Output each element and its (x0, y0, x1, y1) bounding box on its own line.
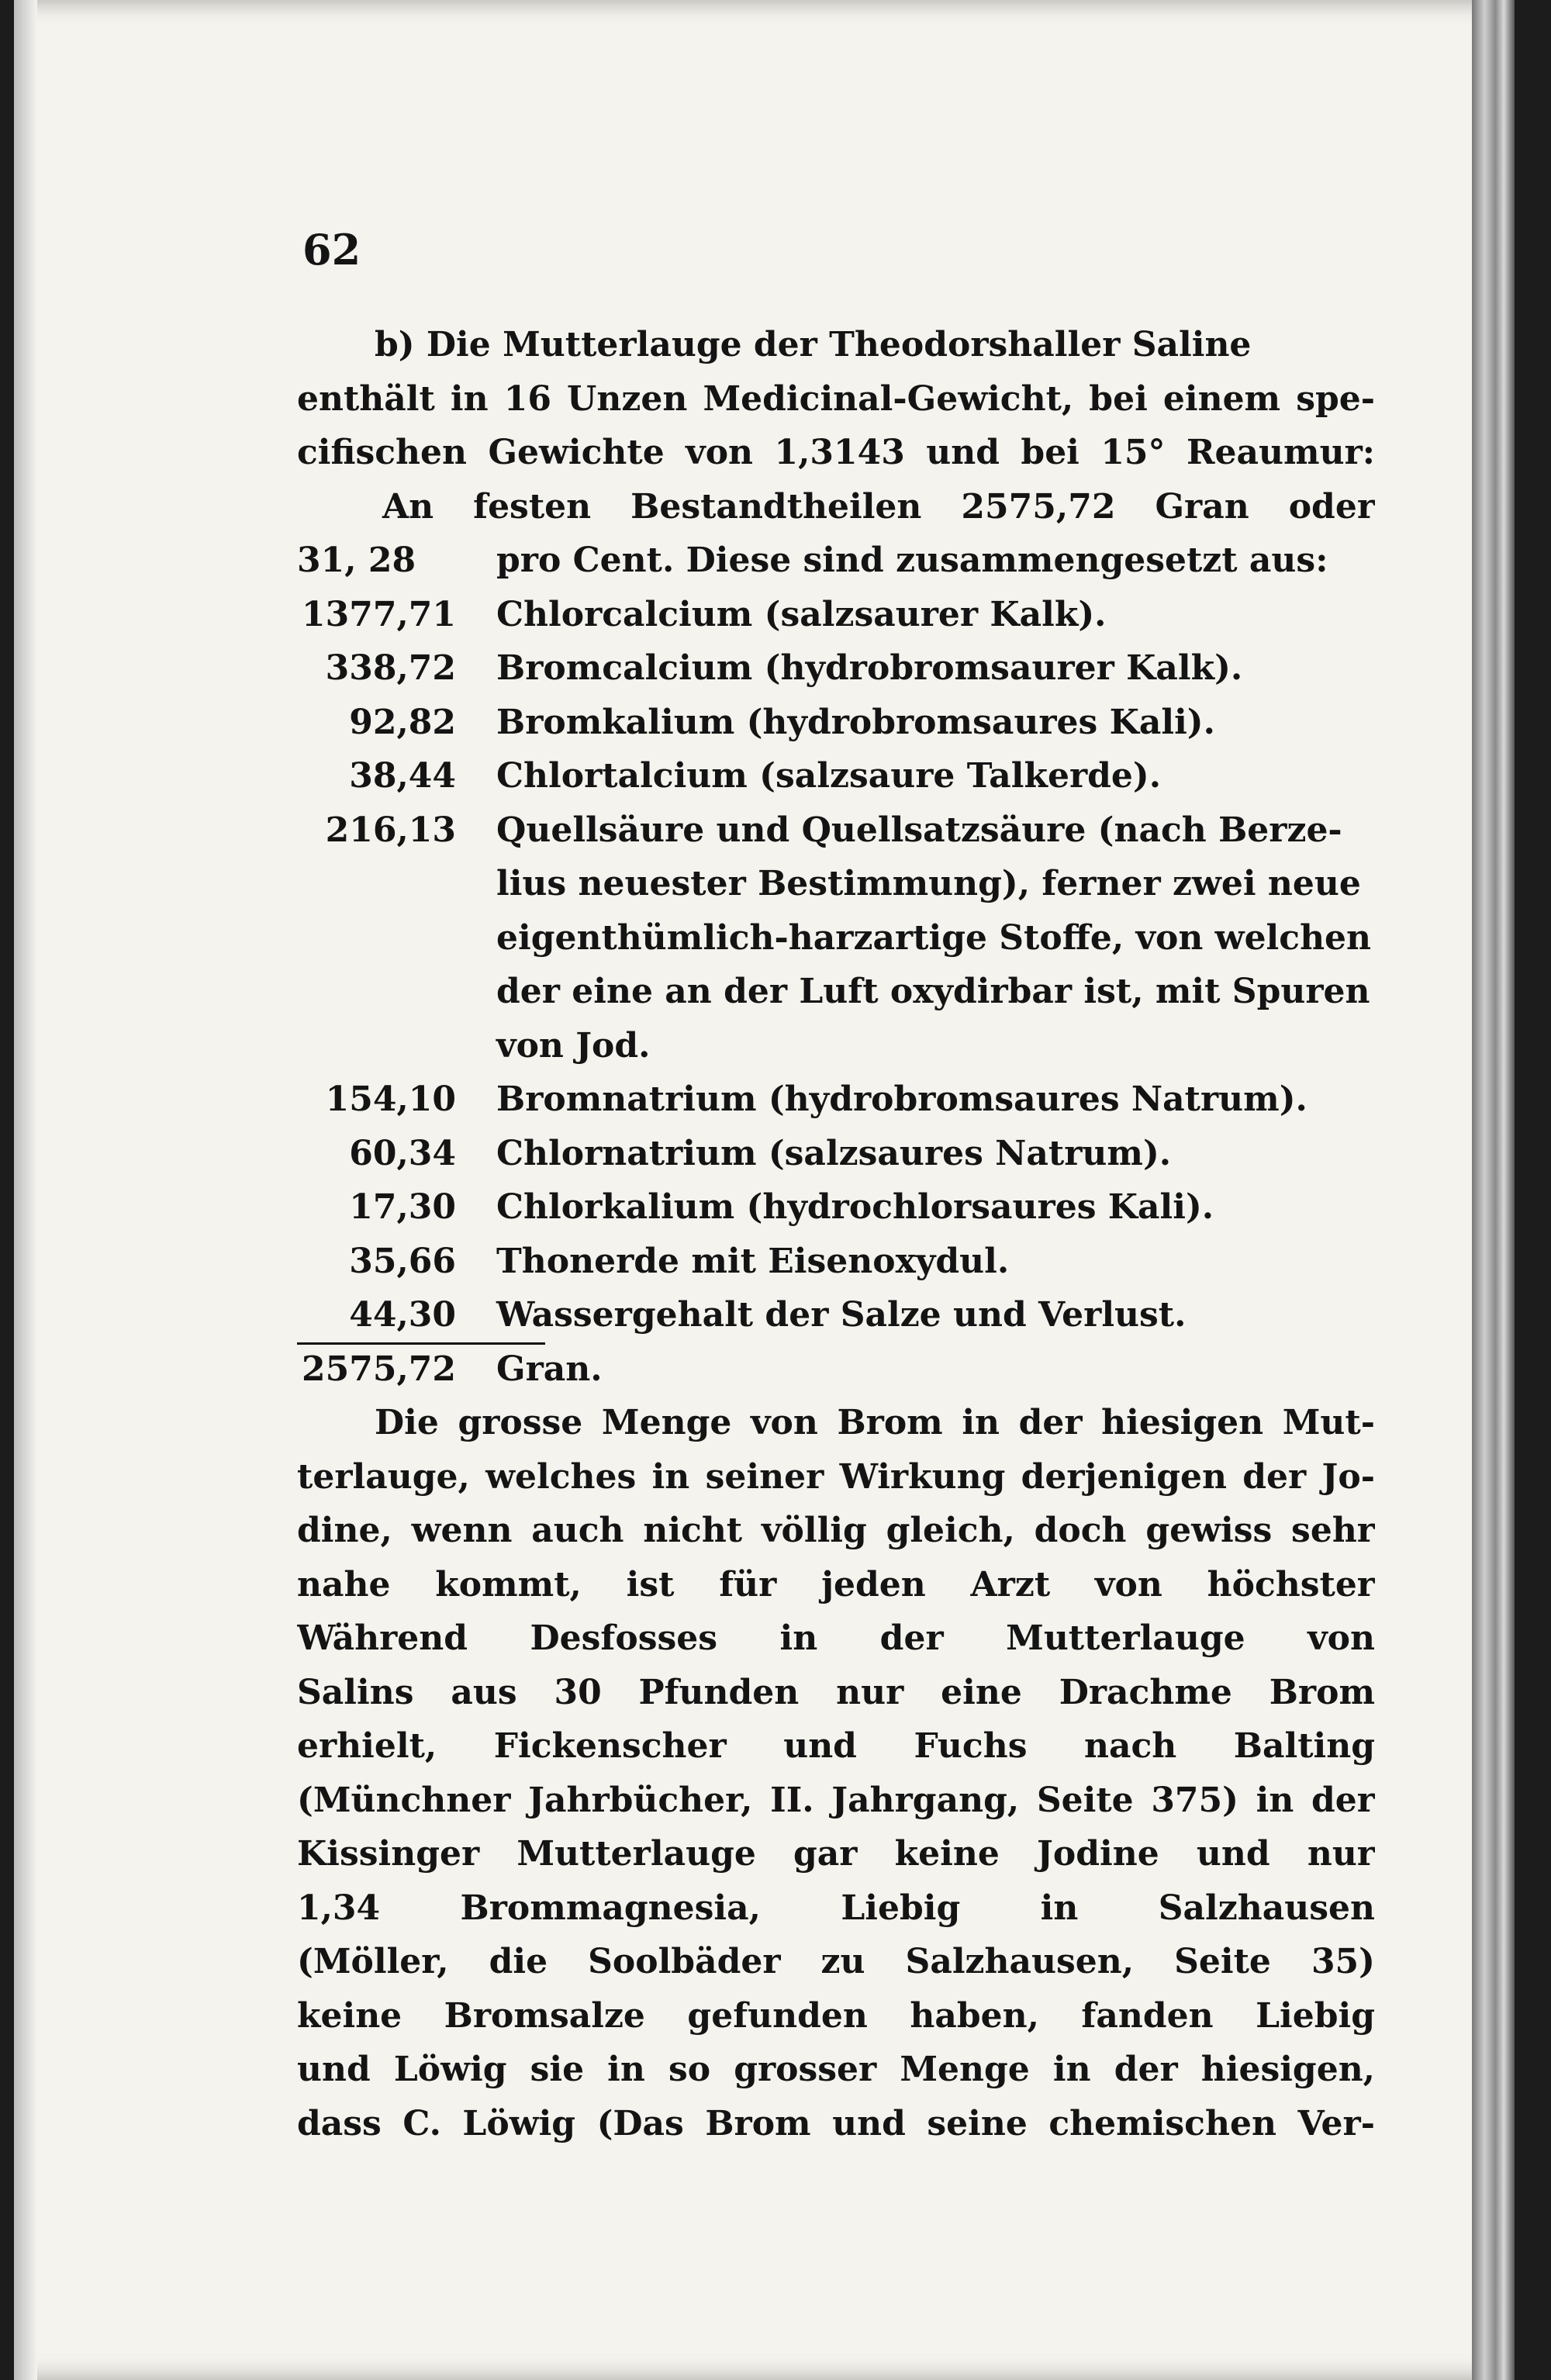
paragraph-line: dass C. Löwig (Das Brom und seine chemischen Ver- (297, 2103, 1375, 2143)
component-name: Chlorcalcium (salzsaurer Kalk). (496, 594, 1107, 634)
component-amount: 60,34 (349, 1133, 456, 1173)
percent-row (297, 534, 1375, 588)
component-name: Thonerde mit Eisenoxydul. (496, 1241, 1010, 1281)
component-row (297, 588, 1375, 642)
component-name: Quellsäure und Quellsatzsäure (nach Berze- (496, 810, 1342, 850)
component-row (297, 1180, 1375, 1235)
component-continuation: der eine an der Luft oxydirbar ist, mit Spuren (496, 972, 1370, 1011)
component-name: Bromcalcium (hydrobromsaurer Kalk). (496, 648, 1243, 688)
paragraph-line: 1,34 Brommagnesia, Liebig in Salzhausen (297, 1888, 1375, 1928)
component-row (297, 641, 1375, 696)
paragraph-line: (Möller, die Soolbäder zu Salzhausen, Seite 35) (297, 1942, 1375, 1981)
paragraph-line: Salins aus 30 Pfunden nur eine Drachme Brom (297, 1672, 1375, 1712)
total-unit: Gran. (496, 1349, 603, 1389)
component-amount: 17,30 (349, 1187, 456, 1227)
component-row (297, 1288, 1375, 1342)
component-amount: 338,72 (325, 648, 456, 688)
component-name: Chlorkalium (hydrochlorsaures Kali). (496, 1187, 1214, 1227)
percent-value: 31, 28 (297, 541, 416, 580)
component-row (297, 803, 1375, 858)
page-text (297, 318, 1375, 2150)
percent-text: pro Cent. Diese sind zusammengesetzt aus: (496, 541, 1328, 580)
intro-line: b) Die Mutterlauge der Theodorshaller Saline (375, 325, 1252, 364)
paragraph-line: erhielt, Fickenscher und Fuchs nach Balting (297, 1726, 1375, 1766)
paragraph-line: keine Bromsalze gefunden haben, fanden Liebig (297, 1995, 1375, 2036)
component-amount: 216,13 (325, 810, 456, 850)
component-name: Bromkalium (hydrobromsaures Kali). (496, 702, 1215, 742)
intro-line: enthält in 16 Unzen Medicinal-Gewicht, bei einem spe- (297, 378, 1375, 419)
component-amount: 154,10 (325, 1079, 456, 1119)
paragraph-line: (Münchner Jahrbücher, II. Jahrgang, Seite 375) in der (297, 1780, 1375, 1820)
component-amount: 38,44 (349, 756, 456, 796)
component-amount: 35,66 (349, 1241, 456, 1281)
paragraph-line: Die grosse Menge von Brom in der hiesigen Mut- (375, 1403, 1375, 1442)
intro-line: cifischen Gewichte von 1,3143 und bei 15° Reaumur: (297, 433, 1375, 472)
paragraph-line: und Löwig sie in so grosser Menge in der hiesigen, (297, 2050, 1375, 2089)
paragraph-line: Kissinger Mutterlauge gar keine Jodine und nur (297, 1834, 1375, 1874)
component-name: Chlornatrium (salzsaures Natrum). (496, 1133, 1172, 1173)
component-row (297, 1235, 1375, 1289)
page (14, 0, 1515, 2380)
component-amount: 92,82 (349, 702, 456, 742)
page-gutter (14, 0, 37, 2380)
paragraph-line: Während Desfosses in der Mutterlauge von (297, 1618, 1375, 1658)
component-name: Wassergehalt der Salze und Verlust. (496, 1295, 1187, 1335)
component-name: Chlortalcium (salzsaure Talkerde). (496, 756, 1162, 796)
component-row (297, 1127, 1375, 1181)
page-number: 62 (302, 225, 361, 275)
component-amount: 1377,71 (301, 594, 456, 634)
total-row (297, 1342, 1375, 1397)
paragraph-line: nahe kommt, ist für jeden Arzt von höchster (297, 1564, 1375, 1605)
intro-line: An festen Bestandtheilen 2575,72 Gran oder (382, 486, 1375, 527)
total-amount: 2575,72 (301, 1349, 456, 1389)
component-row (297, 1073, 1375, 1127)
paragraph-line: terlauge, welches in seiner Wirkung derjenigen der Jo- (297, 1456, 1375, 1497)
component-amount: 44,30 (349, 1295, 456, 1335)
component-continuation: von Jod. (496, 1025, 651, 1066)
component-row (297, 696, 1375, 750)
page-edge (1472, 0, 1515, 2380)
component-continuation: lius neuester Bestimmung), ferner zwei neue (496, 864, 1361, 903)
paragraph-line: dine, wenn auch nicht völlig gleich, doch gewiss sehr (297, 1511, 1375, 1550)
component-continuation: eigenthümlich-harzartige Stoffe, von welchen (496, 917, 1372, 958)
component-row (297, 749, 1375, 803)
component-name: Bromnatrium (hydrobromsaures Natrum). (496, 1079, 1307, 1119)
